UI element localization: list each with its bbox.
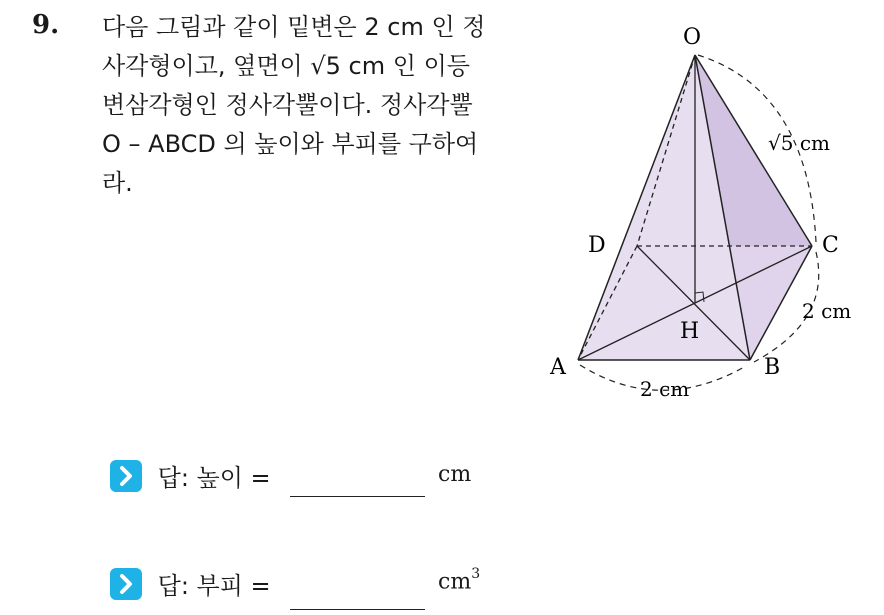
answer-height-blank[interactable]	[290, 495, 425, 497]
answer-volume-label: 답: 부피 =	[157, 572, 271, 600]
question-line: 라.	[102, 169, 133, 197]
answer-height-label: 답: 높이 =	[157, 464, 271, 492]
label-edge-bc: 2 cm	[802, 299, 852, 323]
chevron-right-icon	[110, 460, 142, 492]
label-a: A	[550, 355, 566, 380]
answer-height-unit: cm	[438, 462, 472, 487]
chevron-right-icon	[110, 568, 142, 600]
question-line: 변삼각형인 정사각뿔이다. 정사각뿔	[102, 91, 473, 119]
label-edge-ab: 2 cm	[640, 377, 690, 401]
answer-volume-unit: $cm^3$	[438, 566, 481, 595]
question-line: 사각형이고, 옆면이 √5 cm 인 이등	[102, 52, 470, 80]
pyramid-figure	[540, 20, 884, 410]
label-h: H	[680, 319, 700, 344]
label-c: C	[822, 233, 839, 258]
question-line: O – ABCD 의 높이와 부피를 구하여	[102, 130, 479, 158]
pyramid-diagram	[540, 20, 884, 410]
question-text	[102, 8, 527, 203]
answer-volume-blank[interactable]	[290, 608, 425, 610]
answer-height-row	[110, 458, 271, 493]
question-number: 9.	[32, 10, 60, 40]
answer-volume-row	[110, 566, 271, 601]
label-b: B	[764, 355, 781, 380]
label-d: D	[588, 233, 606, 258]
label-o: O	[683, 25, 702, 50]
question-line: 다음 그림과 같이 밑변은 2 cm 인 정	[102, 13, 486, 41]
label-edge-slant: √5 cm	[768, 131, 830, 155]
